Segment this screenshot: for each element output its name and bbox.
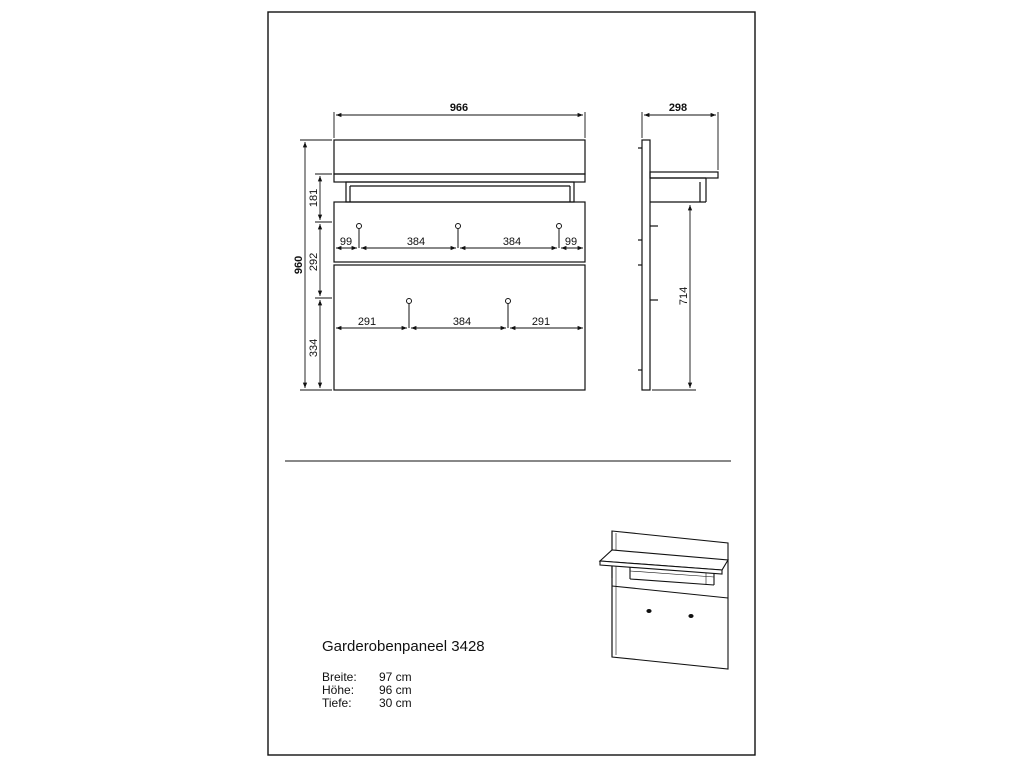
dim-height-top: 181 [308, 188, 320, 208]
product-specs [322, 671, 412, 710]
hook-marker [357, 224, 362, 229]
dim-row1-left: 99 [339, 236, 353, 248]
dim-total-height: 960 [293, 255, 305, 275]
product-title: Garderobenpaneel 3428 [322, 638, 485, 655]
dim-row1-right: 99 [564, 236, 578, 248]
dim-row1-spacing-a: 384 [406, 236, 426, 248]
spec-label: Höhe: [322, 683, 355, 697]
side-view [638, 140, 718, 390]
side-back-panel [642, 140, 650, 390]
spec-row-depth [322, 697, 412, 710]
spec-value: 97 cm [379, 670, 412, 684]
front-view [334, 140, 585, 390]
hook-marker [506, 299, 511, 304]
spec-value: 30 cm [379, 696, 412, 710]
perspective-view [600, 531, 728, 669]
dim-side-depth: 298 [668, 102, 688, 114]
hook-marker [557, 224, 562, 229]
dim-height-bottom: 334 [308, 338, 320, 358]
front-middle-panel [334, 202, 585, 262]
dim-row2-left: 291 [357, 316, 377, 328]
front-rail-frame [346, 182, 574, 202]
spec-label: Breite: [322, 670, 357, 684]
hook-marker [456, 224, 461, 229]
dim-row2-spacing: 384 [452, 316, 472, 328]
dim-front-width: 966 [449, 102, 469, 114]
dim-row2-right: 291 [531, 316, 551, 328]
dim-side-hook-height: 714 [678, 286, 690, 306]
hook-row-1 [357, 224, 562, 249]
dim-height-mid: 292 [308, 252, 320, 272]
side-shelf [650, 172, 718, 178]
spec-label: Tiefe: [322, 696, 352, 710]
hook-marker [407, 299, 412, 304]
spec-value: 96 cm [379, 683, 412, 697]
front-shelf [334, 174, 585, 182]
front-top-panel [334, 140, 585, 174]
dim-row1-spacing-b: 384 [502, 236, 522, 248]
